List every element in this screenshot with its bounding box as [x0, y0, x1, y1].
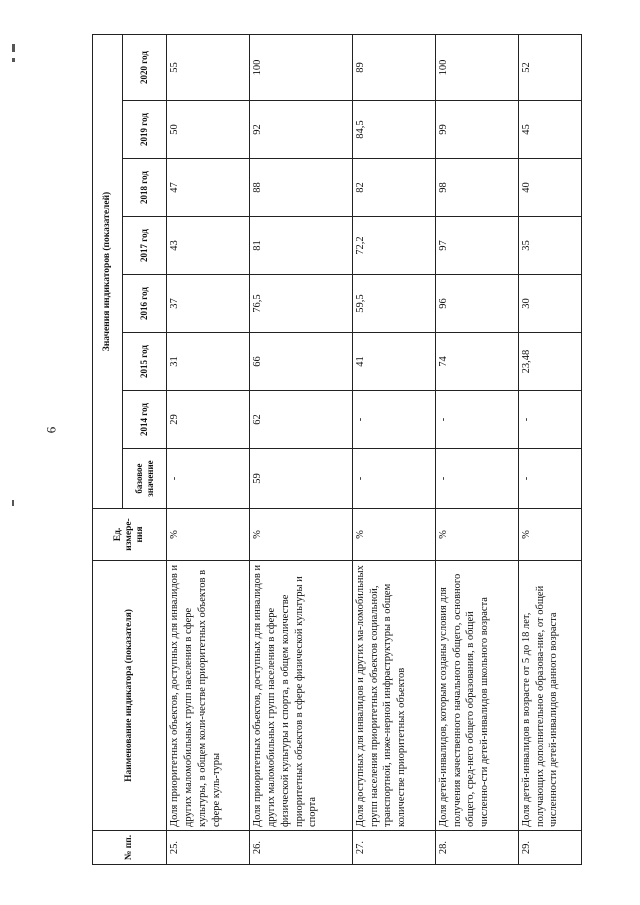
header-2017: 2017 год [123, 217, 167, 275]
value-cell: 98 [435, 159, 518, 217]
header-values-group: Значения индикаторов (показателей) [93, 34, 123, 508]
indicator-name: Доля приоритетных объектов, доступных для инвалидов и других маломобильных групп населения в сфере культуры, в общем коли-честве приоритетных объектов в сфере куль-туры [167, 561, 250, 831]
indicator-name: Доля детей-инвалидов, которым созданы условия для получения качественного начального общего, основного общего, сред-него общего образования, в общей численно-сти детей-инвалидов школьного возраста [435, 561, 518, 831]
value-cell: 92 [250, 101, 353, 159]
value-cell: 40 [518, 159, 581, 217]
table-row [167, 34, 250, 864]
row-number: 28. [435, 831, 518, 865]
header-2018: 2018 год [123, 159, 167, 217]
value-cell: 97 [435, 217, 518, 275]
value-cell: 76,5 [250, 275, 353, 333]
value-cell: 100 [250, 34, 353, 100]
row-number: 27. [352, 831, 435, 865]
header-name: Наименование индикатора (показателя) [93, 561, 167, 831]
value-cell: 55 [167, 34, 250, 100]
value-cell: 59,5 [352, 275, 435, 333]
value-cell: - [518, 391, 581, 449]
header-2015: 2015 год [123, 333, 167, 391]
page-number: 6 [43, 426, 59, 434]
value-cell: 72,2 [352, 217, 435, 275]
value-cell: 43 [167, 217, 250, 275]
scan-edge-mark-2 [12, 58, 15, 62]
unit-cell: % [518, 509, 581, 561]
value-cell: 81 [250, 217, 353, 275]
value-cell: 23,48 [518, 333, 581, 391]
value-cell: 50 [167, 101, 250, 159]
value-cell: 66 [250, 333, 353, 391]
value-cell: 52 [518, 34, 581, 100]
value-cell: 84,5 [352, 101, 435, 159]
value-cell: 89 [352, 34, 435, 100]
header-2020: 2020 год [123, 34, 167, 100]
row-number: 29. [518, 831, 581, 865]
value-cell: - [435, 391, 518, 449]
header-2019: 2019 год [123, 101, 167, 159]
unit-cell: % [352, 509, 435, 561]
table-row [250, 34, 353, 864]
value-cell: 96 [435, 275, 518, 333]
value-cell: 29 [167, 391, 250, 449]
value-cell: - [352, 391, 435, 449]
value-cell: 41 [352, 333, 435, 391]
value-cell: 30 [518, 275, 581, 333]
table-row [518, 34, 581, 864]
row-number: 26. [250, 831, 353, 865]
value-cell: 62 [250, 391, 353, 449]
row-number: 25. [167, 831, 250, 865]
indicator-table [92, 34, 582, 865]
value-cell: 35 [518, 217, 581, 275]
scan-edge-mark-1 [12, 44, 15, 52]
header-num: № пп. [93, 831, 167, 865]
indicator-name: Доля приоритетных объектов, доступных для инвалидов и других маломобильных групп населения в сфере физической культуры и спорта, в общем количестве приоритетных объектов в сфере физической культуры и спорта [250, 561, 353, 831]
value-cell: 45 [518, 101, 581, 159]
value-cell: - [167, 449, 250, 509]
unit-cell: % [250, 509, 353, 561]
value-cell: 100 [435, 34, 518, 100]
value-cell: - [518, 449, 581, 509]
indicator-name: Доля детей-инвалидов в возрасте от 5 до 18 лет, получающих дополнительное образова-ние, от общей численности детей-инвалидов данного возраста [518, 561, 581, 831]
header-2016: 2016 год [123, 275, 167, 333]
value-cell: 88 [250, 159, 353, 217]
value-cell: 99 [435, 101, 518, 159]
unit-cell: % [435, 509, 518, 561]
value-cell: 31 [167, 333, 250, 391]
unit-cell: % [167, 509, 250, 561]
value-cell: 47 [167, 159, 250, 217]
value-cell: - [435, 449, 518, 509]
indicator-table-rotated [92, 35, 582, 865]
header-2014: 2014 год [123, 391, 167, 449]
header-base: базовое значение [123, 449, 167, 509]
value-cell: 82 [352, 159, 435, 217]
value-cell: - [352, 449, 435, 509]
value-cell: 74 [435, 333, 518, 391]
table-row [435, 34, 518, 864]
value-cell: 37 [167, 275, 250, 333]
indicator-name: Доля доступных для инвалидов и других ма-ломобильных групп населения приоритетных объектов социальной, транспортной, инже-нерной инфраструктуры в общем количестве приоритетных объектов [352, 561, 435, 831]
scan-edge-mark-3 [12, 500, 14, 506]
value-cell: 59 [250, 449, 353, 509]
header-unit: Ед. измере-ния [93, 509, 167, 561]
table-row [352, 34, 435, 864]
